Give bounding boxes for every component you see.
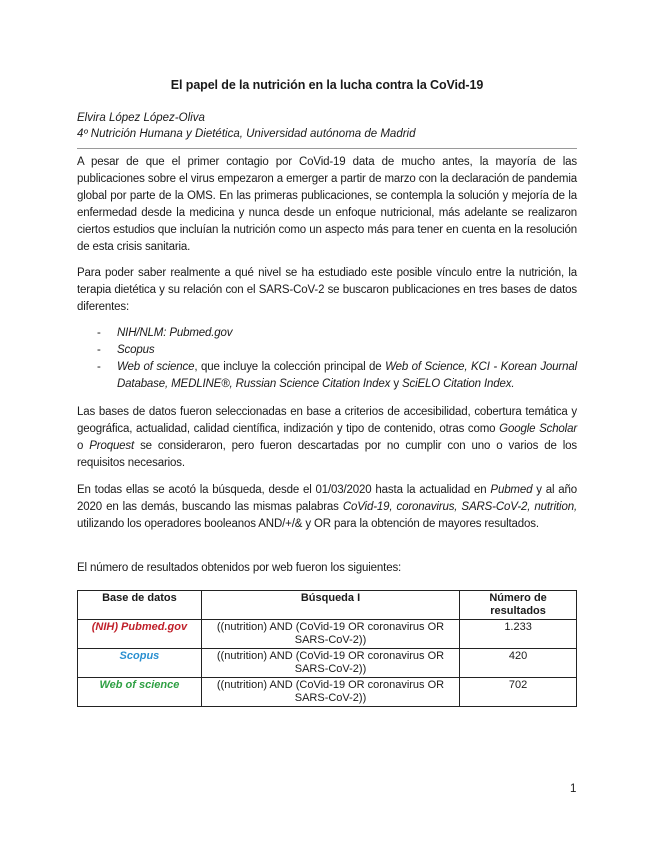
- paragraph-4: [77, 482, 577, 533]
- paragraph-text: utilizando los operadores booleanos AND/+/& y OR para la obtención de mayores resultados.: [77, 518, 539, 530]
- query-cell: ((nutrition) AND (CoVid-19 OR coronavirus OR SARS-CoV-2)): [201, 678, 459, 707]
- horizontal-rule: [77, 148, 577, 149]
- list-dash: -: [97, 344, 101, 356]
- author-block: [77, 110, 416, 142]
- list-item-text: Web of science: [117, 361, 195, 373]
- page-number: 1: [570, 783, 577, 795]
- table-row: [78, 649, 577, 678]
- database-cell: (NIH) Pubmed.gov: [78, 620, 202, 649]
- count-cell: 420: [460, 649, 577, 678]
- results-table: [77, 590, 577, 707]
- count-cell: 1.233: [460, 620, 577, 649]
- database-list: [77, 325, 577, 393]
- column-header: Número de resultados: [460, 591, 577, 620]
- paragraph-text: Las bases de datos fueron seleccionadas en base a criterios de accesibilidad, cobertura temática y geográfica, actualidad, calidad científica, indización y tipo de contenido, otras como: [77, 406, 577, 435]
- paragraph-1: A pesar de que el primer contagio por CoVid-19 data de mucho antes, la mayoría de las publicaciones sobre el virus empezaron a emerger a partir de marzo con la declaración de pandemia global por parte de la OMS. En las primeras publicaciones, se contempla la solución y mejoría de la enfermedad desde la medicina y nunca desde un enfoque nutricional, más adelante se realizaron ciertos estudios que incluían la nutrición como un aspecto más para tener en cuenta en la resolución de esta crisis sanitaria.: [77, 156, 577, 253]
- column-header: Búsqueda I: [201, 591, 459, 620]
- list-item-text: SciELO Citation Index.: [401, 378, 515, 390]
- column-header: Base de datos: [78, 591, 202, 620]
- paragraph-text: En todas ellas se acotó la búsqueda, desde el 01/03/2020 hasta la actualidad en: [77, 484, 491, 496]
- query-cell: ((nutrition) AND (CoVid-19 OR coronavirus OR SARS-CoV-2)): [201, 620, 459, 649]
- list-item-text: NIH/NLM: Pubmed.gov: [117, 327, 233, 339]
- table-row: [78, 678, 577, 707]
- list-dash: -: [97, 327, 101, 339]
- query-cell: ((nutrition) AND (CoVid-19 OR coronavirus OR SARS-CoV-2)): [201, 649, 459, 678]
- list-item: [77, 359, 577, 393]
- table-header-row: [78, 591, 577, 620]
- list-item-text: Scopus: [117, 344, 155, 356]
- paragraph-text: Google Scholar: [499, 423, 578, 435]
- list-item-text: Web of Science, KCI - Korean Journal Database, MEDLINE®, Russian Science Citation Index: [117, 361, 577, 390]
- list-item: [77, 342, 577, 359]
- paragraph-3: [77, 404, 577, 472]
- list-item: [77, 325, 577, 342]
- author-affiliation: 4º Nutrición Humana y Dietética, Universidad autónoma de Madrid: [77, 128, 416, 140]
- list-item-text: , que incluye la colección principal de: [194, 361, 386, 373]
- document-title: El papel de la nutrición en la lucha contra la CoVid-19: [170, 78, 484, 92]
- database-cell: Web of science: [78, 678, 202, 707]
- count-cell: 702: [460, 678, 577, 707]
- list-dash: -: [97, 361, 101, 373]
- database-cell: Scopus: [78, 649, 202, 678]
- table-row: [78, 620, 577, 649]
- list-item-text: y: [390, 378, 402, 390]
- paragraph-text: o: [77, 440, 90, 452]
- paragraph-text: Pubmed: [490, 484, 533, 496]
- paragraph-text: Proquest: [89, 440, 135, 452]
- paragraph-2: Para poder saber realmente a qué nivel se ha estudiado este posible vínculo entre la nutrición, la terapia dietética y su relación con el SARS-CoV-2 se buscaron publicaciones en tres bases de datos diferentes:: [77, 267, 577, 313]
- paragraph-text: CoVid-19, coronavirus, SARS-CoV-2, nutrition,: [342, 501, 577, 513]
- paragraph-text: se consideraron, pero fueron descartadas por no cumplir con uno o varios de los requisitos necesarios.: [77, 440, 577, 469]
- author-name: Elvira López López-Oliva: [77, 112, 205, 124]
- paragraph-5: El número de resultados obtenidos por web fueron los siguientes:: [77, 562, 402, 574]
- paragraph-text: y al año 2020 en las demás, buscando las mismas palabras: [77, 484, 578, 513]
